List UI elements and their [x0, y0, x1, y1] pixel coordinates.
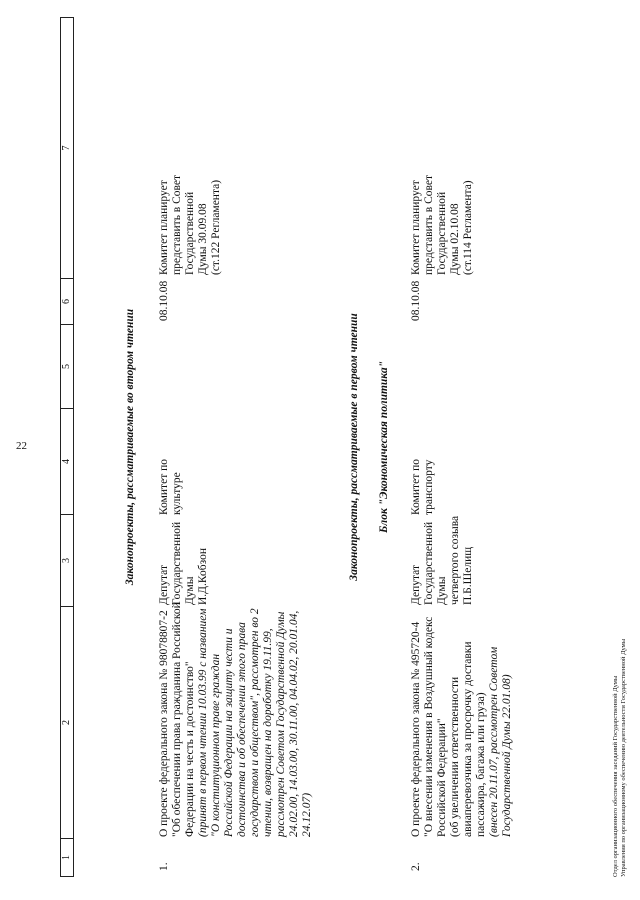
column-header-3: 3 — [61, 514, 73, 606]
bill-text-line: Государственной Думы 22.01.08) — [501, 674, 513, 837]
note-line: (ст.122 Регламента) — [210, 179, 222, 275]
note-line: представить в Совет — [423, 174, 435, 275]
bill-text-line: авиаперевозчика за просрочку доставки — [462, 641, 474, 837]
block-title: Блок "Экономическая политика" — [378, 361, 390, 534]
bill-text-line: чтении, возвращен на доработку 19.11.99, — [262, 628, 274, 837]
bill-text-line: "О внесении изменения в Воздушный кодекс — [423, 616, 435, 837]
section-title-first-reading: Законопроекты, рассматриваемые в первом чтении — [348, 313, 360, 581]
committee-line: культуре — [171, 472, 183, 515]
bill-author — [158, 515, 210, 605]
bill-text-line: О проекте федерального закона № 98078807-2 — [158, 610, 170, 837]
bill-text-line: Российской Федерации" — [436, 718, 448, 837]
author-line: четвертого созыва — [449, 515, 461, 605]
committee-note — [410, 165, 475, 275]
bill-text-line: "О конституционном праве граждан — [210, 653, 222, 837]
footer-line-1: Отдел организационного обеспечения заседаний Государственной Думы — [612, 675, 619, 877]
section-title-second-reading: Законопроекты, рассматриваемые во втором чтении — [124, 308, 136, 586]
review-date: 08.10.08 — [410, 280, 422, 321]
author-line: Депутат — [410, 565, 422, 605]
bill-text-line: государством и обществом", рассмотрен во 2 — [249, 608, 261, 837]
bill-text-line: пассажира, багажа или груза) — [475, 692, 487, 837]
note-line: представить в Совет — [171, 174, 183, 275]
footer — [612, 17, 628, 877]
author-line: Думы — [436, 576, 448, 605]
bill-text-line: "Об обеспечении права гражданина Российской — [171, 602, 183, 837]
document-sheet — [60, 17, 635, 877]
bill-description — [158, 602, 314, 837]
note-line: Комитет планирует — [410, 180, 422, 275]
bill-text-line: 24.12.07) — [301, 792, 313, 837]
bill-text-line: О проекте федерального закона № 495720-4 — [410, 621, 422, 837]
bill-author — [410, 515, 475, 605]
author-line: П.Б.Шелищ — [462, 546, 474, 605]
note-line: Комитет планирует — [158, 180, 170, 275]
author-line: Государственной — [423, 521, 435, 605]
bill-text-line: достоинства и об обеспечении этого права — [236, 622, 248, 837]
page-number: 22 — [16, 440, 27, 452]
author-line: Думы — [184, 576, 196, 605]
bill-description — [410, 605, 514, 837]
column-header-5: 5 — [61, 324, 73, 408]
bill-text-line: Российской Федерации на защиту чести и — [223, 628, 235, 837]
author-line: И.Д.Кобзон — [197, 548, 209, 605]
note-line: Государственной — [436, 191, 448, 275]
column-header-7: 7 — [61, 145, 72, 151]
bill-text-line: (об увеличении ответственности — [449, 676, 461, 837]
responsible-committee — [410, 415, 436, 515]
column-header-row — [60, 17, 74, 877]
column-header-6: 6 — [61, 278, 73, 324]
bill-text-line: рассмотрен Советом Государственной Думы — [275, 611, 287, 837]
column-header-4: 4 — [61, 408, 73, 514]
bill-text-line: Федерации на честь и достоинство" — [184, 661, 196, 837]
bill-text-line: (принят в первом чтении 10.03.99 с названием — [197, 608, 209, 837]
entry-number: 1. — [158, 862, 170, 871]
note-line: Думы 30.09.08 — [197, 203, 209, 275]
entry-number: 2. — [410, 862, 422, 871]
note-line: (ст.114 Регламента) — [462, 180, 474, 275]
bill-text-line: 24.02.00, 14.03.00, 30.11.00, 04.04.02, 20.01.04, — [288, 610, 300, 837]
review-date: 08.10.08 — [158, 280, 170, 321]
footer-line-2: Управления по организационному обеспечению деятельности Государственной Думы — [620, 638, 627, 877]
note-line: Государственной — [184, 191, 196, 275]
note-line: Думы 02.10.08 — [449, 203, 461, 275]
responsible-committee — [158, 415, 184, 515]
column-header-2: 2 — [61, 606, 73, 838]
committee-line: Комитет по — [410, 459, 422, 515]
author-line: Государственной — [171, 521, 183, 605]
author-line: Депутат — [158, 565, 170, 605]
column-header-1: 1 — [61, 838, 73, 876]
committee-line: Комитет по — [158, 459, 170, 515]
bill-text-line: (внесен 20.11.07, рассмотрен Советом — [488, 646, 500, 837]
committee-note — [158, 165, 223, 275]
committee-line: транспорту — [423, 459, 435, 515]
